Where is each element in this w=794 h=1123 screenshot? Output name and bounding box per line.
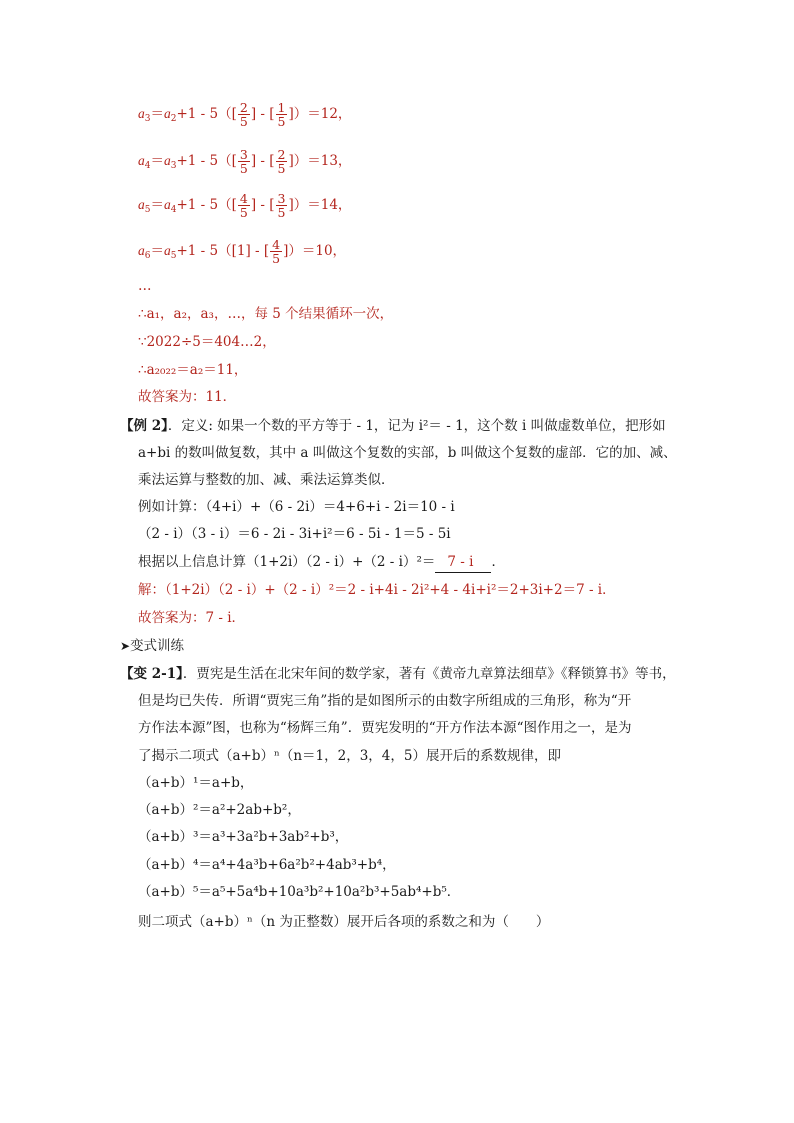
example2-answer: 故答案为：7 - i． xyxy=(138,610,246,626)
variant-line3: 方作法本源”图，也称为“杨辉三角”．贾宪发明的“开方作法本源“图作用之一，是为 xyxy=(138,720,632,736)
arrow-bullet-icon: ➤ xyxy=(120,639,131,653)
step-a4: $a_4=a_3+1 - 5$（[ $\frac{3}{5}$ ] - [ $\frac{2}{5}$ ]）＝13， xyxy=(138,147,352,176)
variant-line4: 了揭示二项式（a+b）ⁿ（n＝1，2，3，4，5）展开后的系数规律，即 xyxy=(138,748,561,764)
example2-line3: 乘法运算与整数的加、减、乘法运算类似． xyxy=(138,472,395,488)
fraction: $\frac{4}{5}$ xyxy=(239,191,248,220)
ellipsis: … xyxy=(138,278,152,294)
expansion-5: （a+b）⁵＝a⁵+5a⁴b+10a³b²+10a²b³+5ab⁴+b⁵． xyxy=(138,884,461,900)
example2-line6: 根据以上信息计算（1+2i）（2 - i）+（2 - i）²＝ 7 - i ． xyxy=(138,552,505,573)
fraction: $\frac{4}{5}$ xyxy=(272,237,281,266)
variant-question: 则二项式（a+b）ⁿ（n 为正整数）展开后各项的系数之和为（ ） xyxy=(138,914,550,930)
step-a5: $a_5=a_4+1 - 5$（[ $\frac{4}{5}$ ] - [ $\frac{3}{5}$ ]）＝14， xyxy=(138,191,352,220)
variant-line2: 但是均已失传．所谓“贾宪三角”指的是如图所示的由数字所组成的三角形，称为“开 xyxy=(138,693,632,709)
division-statement: ∵2022÷5＝404…2， xyxy=(138,334,276,350)
expansion-2: （a+b）²＝a²+2ab+b²， xyxy=(138,802,301,818)
step-a3: $a_3=a_2+1 - 5$（[ $\frac{2}{5}$ ] - [ $\frac{1}{5}$ ]）＝12， xyxy=(138,100,352,129)
fraction: $\frac{2}{5}$ xyxy=(277,147,286,176)
expansion-1: （a+b）¹＝a+b， xyxy=(138,775,254,791)
variant-line1: 【变 2-1】．贾宪是生活在北宋年间的数学家，著有《黄帝九章算法细草》《释锁算书》等书， xyxy=(120,666,676,682)
fraction: $\frac{2}{5}$ xyxy=(239,100,248,129)
fraction: $\frac{1}{5}$ xyxy=(277,100,286,129)
example2-line1: 【例 2】．定义: 如果一个数的平方等于 - 1，记为 i²＝ - 1，这个数 i 叫做虚数单位，把形如 xyxy=(120,418,666,434)
expansion-4: （a+b）⁴＝a⁴+4a³b+6a²b²+4ab³+b⁴， xyxy=(138,857,396,873)
cycle-statement: ∴a₁，a₂，a₃，…，每 5 个结果循环一次， xyxy=(138,306,394,322)
expansion-3: （a+b）³＝a³+3a²b+3ab²+b³， xyxy=(138,829,349,845)
example2-line4: 例如计算：（4+i）+（6 - 2i）＝4+6+i - 2i＝10 - i xyxy=(138,499,455,515)
fraction: $\frac{3}{5}$ xyxy=(277,191,286,220)
a2022-statement: ∴a₂₀₂₂＝a₂＝11， xyxy=(138,362,248,378)
example2-line5: （2 - i）（3 - i）＝6 - 2i - 3i+i²＝6 - 5i - 1＝5 - 5i xyxy=(138,526,451,542)
fraction: $\frac{3}{5}$ xyxy=(239,147,248,176)
step-a6: $a_6=a_5+1 - 5([1]$ - [ $\frac{4}{5}$ ]）＝10， xyxy=(138,237,347,266)
example2-line2: a+bi 的数叫做复数，其中 a 叫做这个复数的实部，b 叫做这个复数的虚部．它的加、减、 xyxy=(138,445,677,461)
section-header: ➤变式训练 xyxy=(120,638,185,654)
answer-1: 故答案为：11． xyxy=(138,389,237,405)
variant-label: 【变 2-1】 xyxy=(120,666,183,682)
answer-blank: 7 - i xyxy=(435,552,491,573)
example2-label: 【例 2】 xyxy=(120,418,168,434)
example2-solution: 解：（1+2i）（2 - i）+（2 - i）²＝2 - i+4i - 2i²+4 - 4i+i²＝2+3i+2＝7 - i． xyxy=(138,582,616,598)
